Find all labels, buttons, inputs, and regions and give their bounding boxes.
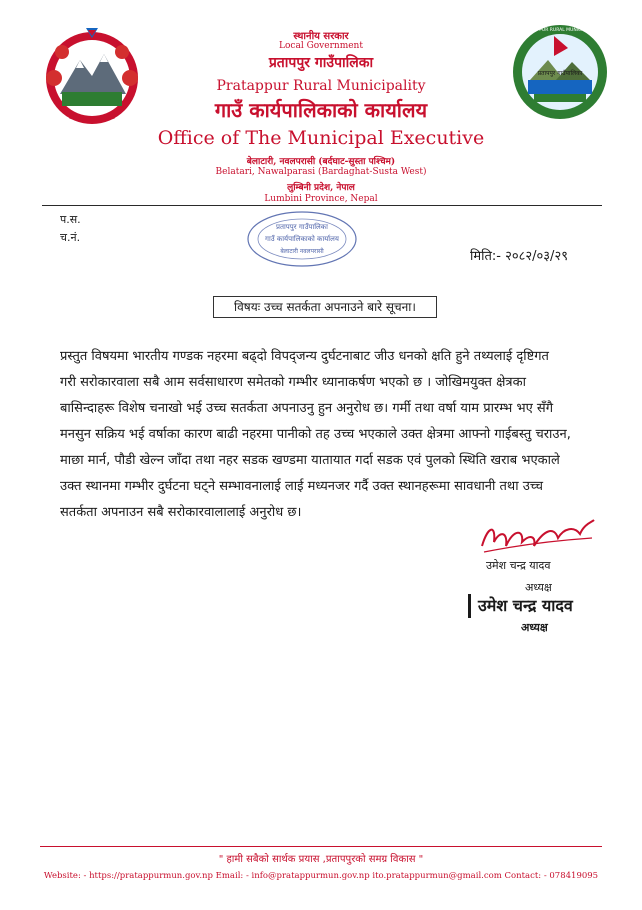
body-line: सतर्कता अपनाउन सबै सरोकारवालालाई अनुरोध छ।	[60, 505, 302, 520]
stamp-line-2: गाउँ कार्यपालिकाको कार्यालय	[265, 235, 339, 243]
province-en: Lumbini Province, Nepal	[264, 194, 378, 204]
body-line: उक्त स्थानमा गम्भीर दुर्घटना घट्ने सम्भावनालाई लाई मध्यनजर गर्दै उक्त स्थानहरूमा सावधानी तथा उच्च	[60, 479, 544, 494]
body-line: मनसुन सक्रिय भई वर्षाका कारण बाढी नहरमा पानीको तह उच्च भएकाले उक्त क्षेत्रमा आफ्नो गाईबस्तु चराउन,	[60, 427, 571, 442]
letter-date: मिति:- २०८२/०३/२९	[470, 249, 568, 264]
signature-bar	[468, 594, 471, 618]
body-line: माछा मार्न, पौडी खेल्न जाँदा तथा नहर सडक खण्डमा यातायात गर्दा सडक एवं पुलको स्थिति खराब भएकाले	[60, 453, 560, 468]
municipality-np: प्रतापपुर गाउँपालिका	[268, 55, 374, 71]
stamp-line-1: प्रतापपुर गाउँपालिका	[276, 223, 328, 231]
footer-slogan: " हामी सबैको सार्थक प्रयास ,प्रतापपुरको समग्र विकास "	[218, 854, 424, 865]
body-line: गरी सरोकारवाला सबै आम सर्वसाधारण समेतको गम्भीर ध्यानाकर्षण भएको छ । जोखिमयुक्त क्षेत्रका	[60, 375, 526, 390]
province-np: लुम्बिनी प्रदेश, नेपाल	[287, 183, 355, 193]
address-np: बेलाटारी, नवलपरासी (बर्दघाट-सुस्ता पश्चिम)	[246, 157, 396, 167]
body-line: प्रस्तुत विषयमा भारतीय गण्डक नहरमा बढ्दो विपद्जन्य दुर्घटनाबाट जीउ धनको क्षति हुने तथ्यलाई दृष्टिगत	[60, 349, 549, 364]
signatory-title-small: अध्यक्ष	[525, 581, 552, 594]
local-government-np: स्थानीय सरकार	[293, 31, 349, 42]
right-logo-text-np: प्रतापपुर गाउँपालिका	[537, 70, 583, 77]
signatory-title-big: अध्यक्ष	[521, 621, 548, 634]
body-line: बासिन्दाहरू विशेष चनाखो भई उच्च सतर्कता अपनाउनु हुन अनुरोध छ। गर्मी तथा वर्षा याम प्रारम्भ भए सँगै	[60, 401, 554, 416]
stamp-line-3: बेलाटारी नवलपरासी	[280, 248, 324, 255]
office-stamp-icon	[242, 208, 362, 270]
address-en: Belatari, Nawalparasi (Bardaghat-Susta West)	[215, 167, 427, 177]
footer-contact: Website: - https://pratappurmun.gov.np Email: - info@pratappurmun.gov.np ito.pratappurmun@gmail.com Contact: - 078419095	[43, 871, 599, 881]
office-np: गाउँ कार्यपालिकाको कार्यालय	[214, 98, 428, 122]
local-government-en: Local Government	[279, 41, 363, 51]
office-en: Office of The Municipal Executive	[157, 127, 485, 149]
right-logo-text: PRATAPPUR RURAL MUNICIPALITY	[522, 28, 598, 33]
ref-label: प.स.	[60, 213, 81, 226]
handwritten-signature-icon	[474, 512, 602, 560]
header-rule	[42, 205, 602, 206]
signatory-name-small: उमेश चन्द्र यादव	[486, 559, 551, 572]
dispatch-label: च.नं.	[60, 231, 81, 244]
subject-box: विषयः उच्च सतर्कता अपनाउने बारे सूचना।	[213, 296, 437, 318]
footer-rule	[40, 846, 602, 847]
signatory-name-big: उमेश चन्द्र यादव	[478, 596, 573, 615]
municipality-en: Pratappur Rural Municipality	[216, 78, 426, 94]
